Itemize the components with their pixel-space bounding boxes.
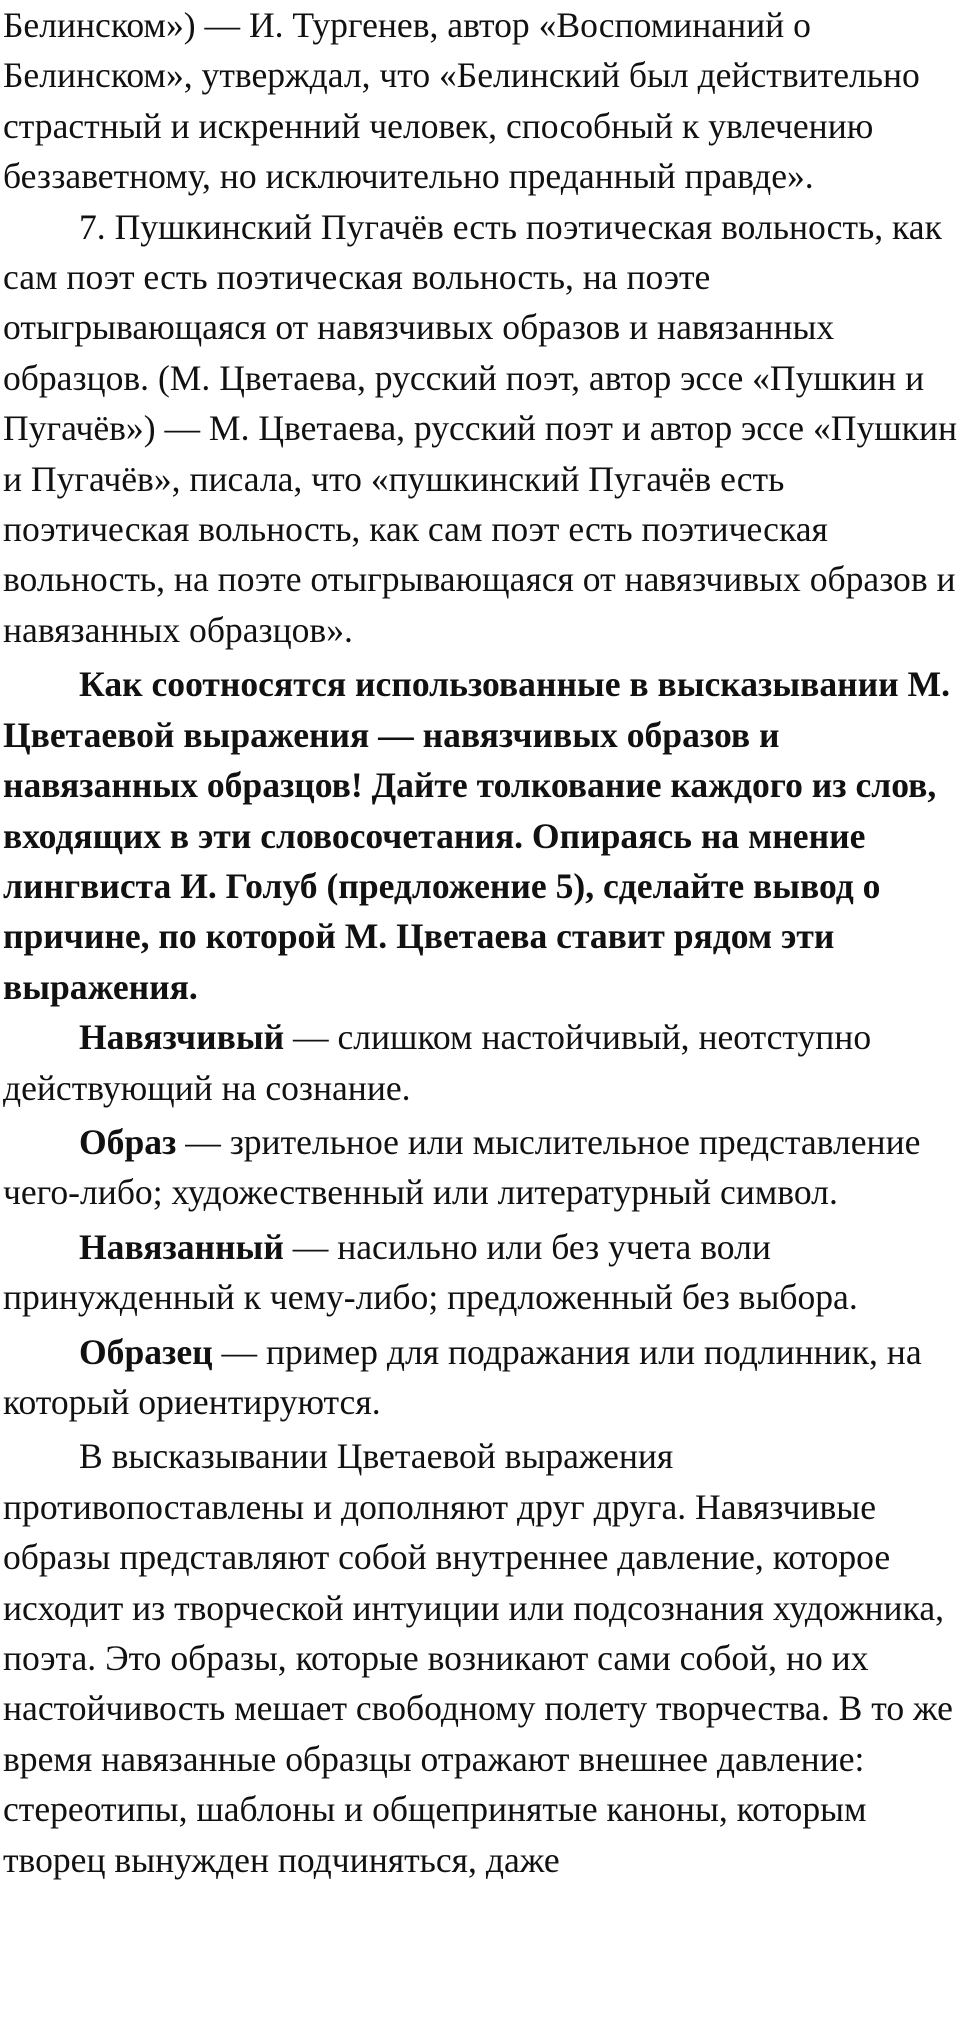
definition-term: Образ — [79, 1121, 177, 1162]
definition-term: Навязанный — [79, 1226, 284, 1267]
paragraph-tsvetaeva-quote: 7. Пушкинский Пугачёв есть поэтическая вольность, как сам поэт есть поэтическая вольность, на поэте отыгрывающаяся от навязчивых образов и навязанных образцов. (М. Цветаева, русский поэт, автор эссе «Пушкин и Пугачёв») — М. Цветаева, русский поэт и автор эссе «Пушкин и Пугачёв», писала, что «пушкинский Пугачёв есть поэтическая вольность, как сам поэт есть поэтическая вольность, на поэте отыгрывающаяся от навязчивых образов и навязанных образцов». — [3, 206, 958, 650]
definition-term: Образец — [79, 1331, 213, 1372]
paragraph-analysis: В высказывании Цветаевой выражения противопоставлены и дополняют друг друга. Навязчивые образы представляют собой внутреннее давление, которое исходит из творческой интуиции или подсознания художника, поэта. Это образы, которые возникают сами собой, но их настойчивость мешает свободному полету творчества. В то же время навязанные образцы отражают внешнее давление: стереотипы, шаблоны и общепринятые каноны, которым творец вынужден подчиняться, даже — [3, 1436, 953, 1880]
definition-text: — слишком настойчивый, неотступно действующий на сознание. — [3, 1017, 872, 1108]
definition-navyazchivy — [3, 1012, 960, 1113]
definition-text: — пример для подражания или подлинник, на который ориентируются. — [3, 1331, 922, 1422]
definition-navyazanny — [3, 1222, 960, 1323]
definition-obrazets — [3, 1327, 960, 1428]
paragraph-belinsky-quote: Белинском») — И. Тургенев, автор «Воспоминаний о Белинском», утверждал, что «Белинский был действительно страстный и искренний человек, способный к увлечению беззаветному, но исключительно преданный правде». — [3, 5, 920, 197]
definition-text: — насильно или без учета воли принужденный к чему-либо; предложенный без выбора. — [3, 1226, 858, 1318]
definition-text: — зрительное или мыслительное представление чего-либо; художественный или литературный символ. — [3, 1121, 921, 1213]
definition-obraz — [3, 1117, 960, 1218]
task-question: Как соотносятся использованные в высказывании М. Цветаевой выражения — навязчивых образов и навязанных образцов! Дайте толкование каждого из слов, входящих в эти словосочетания. Опираясь на мнение лингвиста И. Голуб (предложение 5), сделайте вывод о причине, по которой М. Цветаева ставит рядом эти выражения. — [3, 664, 950, 1007]
definition-term: Навязчивый — [79, 1017, 285, 1058]
